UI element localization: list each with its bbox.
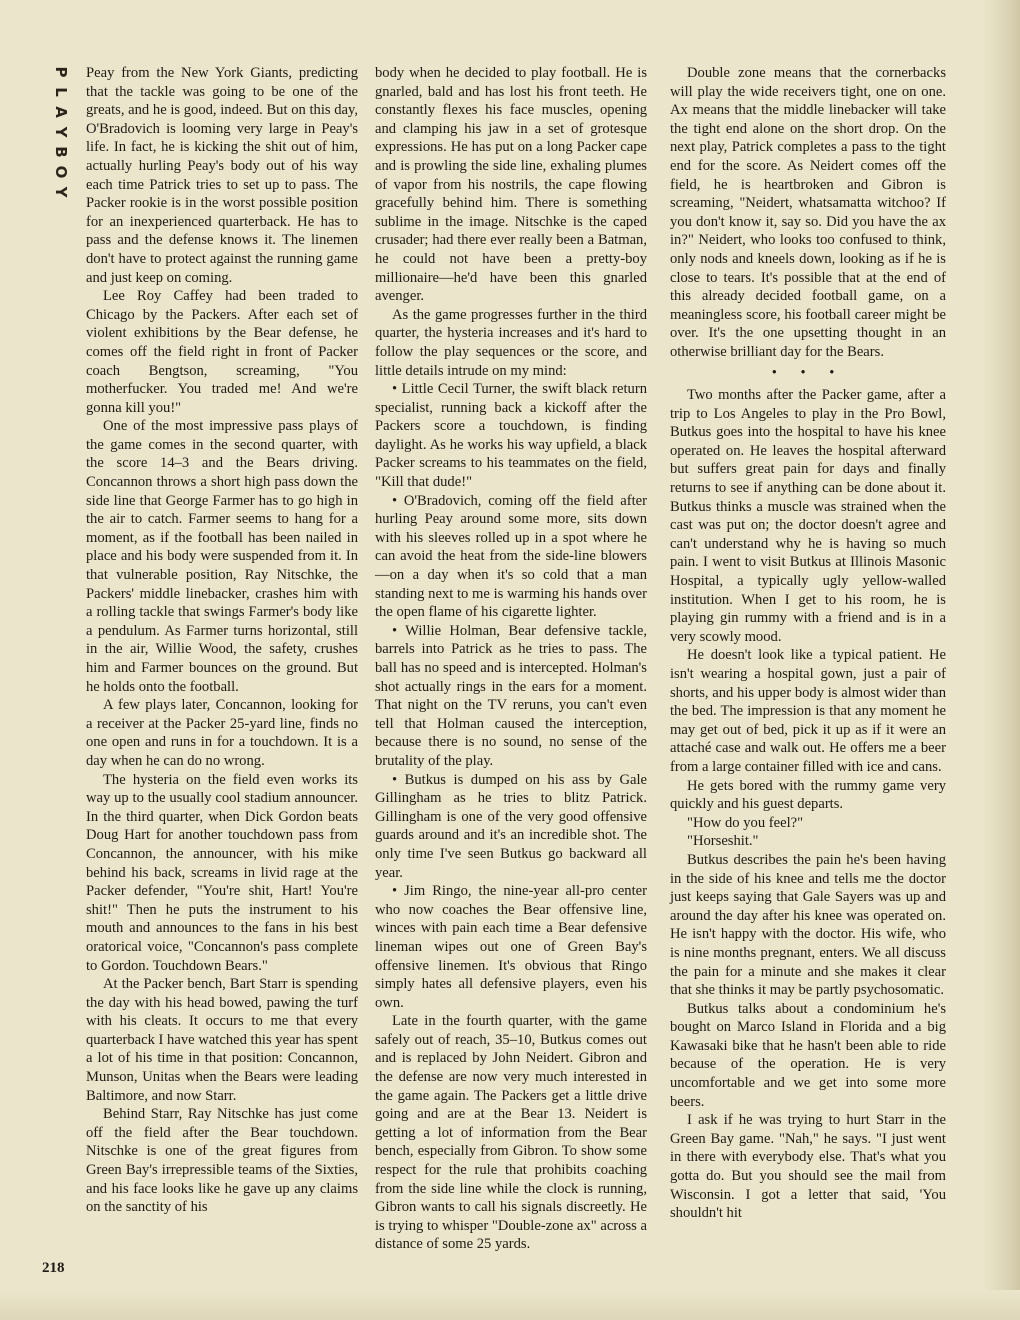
paragraph: I ask if he was trying to hurt Starr in the Green Bay game. "Nah," he says. "I just went in there with everybody else. That's what you gotta do. But you should see the mail from Wisconsin. I got a letter that said, 'You shouldn't hit <box>670 1112 946 1222</box>
paragraph: Butkus describes the pain he's been having in the side of his knee and tells me the doctor just keeps saying that Gale Sayers was up and around the day after his knee was operated on. He isn't happy with the doctor. His wife, who is nine months pregnant, enters. We all discuss the pain for a minute and she makes it clear that she thinks it may be partly psychosomatic. <box>670 851 946 999</box>
paragraph: At the Packer bench, Bart Starr is spending the day with his head bowed, pawing the turf with his cleats. It occurs to me that every quarterback I have watched this year has spent a lot of his time in that position: Concannon, Munson, Unitas when the Bears were leading Baltimore, and now Starr. <box>86 976 358 1104</box>
masthead-letter: B <box>52 146 70 158</box>
masthead-letter: L <box>52 87 70 97</box>
section-separator: • • • <box>771 364 845 381</box>
paragraph: Lee Roy Caffey had been traded to Chicago by the Packers. After each set of violent exhibitions by the Bear defense, he comes off the field right in front of Packer coach Bengtson, screaming, "You motherfucker. You traded me! And we're gonna kill you!" <box>86 288 358 416</box>
dialogue-line: "Horseshit." <box>687 833 759 850</box>
masthead-letter: O <box>52 165 70 179</box>
paragraph: Behind Starr, Ray Nitschke has just come off the field after the Bear touchdown. Nitschke is one of the great figures from Green Bay's irrepressible teams of the Sixties, and his face looks like he gave up any claims on the sanctity of his <box>86 1106 358 1216</box>
page-edge-shadow <box>982 0 1020 1320</box>
paragraph: Double zone means that the cornerbacks will play the wide receivers tight, one on one. Ax means that the middle linebacker will take the tight end alone on the short drop. On the next play, Patrick completes a pass to the tight end for the score. As Neidert comes off the field, he is heartbroken and Gibron is screaming, "Neidert, whatsamatta witchoo? If you don't know it, say so. Did you have the ax in?" Neidert, who looks too confused to think, only nods and kneels down, looking as if he is close to tears. It's possible that at the end of this already decided football game, on a meaningless score, his football career might be over. It's the one upsetting thought in an otherwise brilliant day for the Bears. <box>670 65 946 360</box>
bullet-paragraph: • O'Bradovich, coming off the field after hurling Peay around some more, sits down with his sleeves rolled up in a spot where he can avoid the heat from the side-line blowers—on a day when it's so cold that a man standing next to me is warming his hands over the open flame of his cigarette lighter. <box>375 492 647 621</box>
masthead-vertical <box>50 62 72 202</box>
bullet-paragraph: • Butkus is dumped on his ass by Gale Gillingham as he tries to blitz Patrick. Gillingham is one of the very good offensive guards around and it's an incredible shot. The only time I've seen Butkus go backward all year. <box>375 771 647 881</box>
paragraph: One of the most impressive pass plays of the game comes in the second quarter, with the score 14–3 and the Bears driving. Concannon throws a short high pass down the side line that George Farmer has to go high in the air to catch. Farmer seems to hang for a moment, as if the football has been nailed in place and his body were suspended from it. In that vulnerable position, Ray Nitschke, the Packers' middle linebacker, crashes him with a rolling tackle that swings Farmer's body like a pendulum. As Farmer turns horizontal, still in the air, Willie Wood, the safety, crushes him and Farmer bounces on the ground. But he holds onto the football. <box>86 418 358 695</box>
masthead-letter: P <box>52 66 70 78</box>
paragraph: As the game progresses further in the third quarter, the hysteria increases and it's hard to follow the play sequences or the score, and little details intrude on my mind: <box>375 306 647 379</box>
paragraph: Two months after the Packer game, after a trip to Los Angeles to play in the Pro Bowl, Butkus goes into the hospital to have his knee operated on. He leaves the hospital afterward but suffers great pain for days and finally returns to see if anything can be done about it. Butkus thinks a muscle was strained when the cast was put on; the doctor doesn't agree and can't understand why he is having so much pain. I went to visit Butkus at Illinois Masonic Hospital, a typically ugly yellow-walled institution. When I get to his room, he is playing gin rummy with a friend and is in a very scowly mood. <box>670 387 946 645</box>
paragraph: A few plays later, Concannon, looking for a receiver at the Packer 25-yard line, finds no one open and runs in for a touchdown. It is a day when he can do no wrong. <box>86 697 358 769</box>
paragraph: Peay from the New York Giants, predicting that the tackle was going to be one of the greats, and he is good, indeed. But on this day, O'Bradovich is looming very large in Peay's life. In fact, he is kicking the shit out of him, actually hurling Peay's body out of his way each time Patrick tries to set up to pass. The Packer rookie is in the worst possible position for an inexperienced quarterback. He has to pass and the defense knows it. The linemen don't have to protect against the running game and just keep on coming. <box>86 65 358 286</box>
paragraph: The hysteria on the field even works its way up to the usually cool stadium announcer. In the third quarter, when Dick Gordon beats Doug Hart for another touchdown pass from Concannon, the announcer, with his mike behind his back, screams in livid rage at the Packer defender, "You're shit, Hart! You're shit!" Then he puts the instrument to his mouth and announces to the fans in his best oratorical voice, "Concannon's pass complete to Gordon. Touchdown Bears." <box>86 771 358 974</box>
masthead-letter: Y <box>52 126 70 138</box>
column-1 <box>86 64 358 1217</box>
column-3 <box>670 64 946 1223</box>
paragraph: Late in the fourth quarter, with the game safely out of reach, 35–10, Butkus comes out and is replaced by John Neidert. Gibron and the defense are now very much interested in the game again. The Packers get a little drive going and are at the Bear 13. Neidert is getting a lot of information from the Bear bench, especially from Gibron. To show some respect for the rule that prohibits coaching from the side line while the clock is running, Gibron wants to call his signals discreetly. He is trying to whisper "Double-zone ax" across a distance of some 25 yards. <box>375 1013 647 1253</box>
masthead-letter: A <box>52 106 70 118</box>
dialogue-line: "How do you feel?" <box>687 814 804 831</box>
column-2 <box>375 64 647 1254</box>
paragraph: He doesn't look like a typical patient. He isn't wearing a hospital gown, just a pair of shorts, and his upper body is almost wider than the bed. The impression is that any moment he may get out of bed, pick it up as if it were an attaché case and walk out. He offers me a beer from a large container filled with ice and cans. <box>670 647 946 775</box>
masthead-letter: Y <box>52 186 70 198</box>
paragraph: body when he decided to play football. He is gnarled, bald and has lost his front teeth. He constantly flexes his face muscles, opening and clamping his jaw in a set of grotesque expressions. He has put on a long Packer cape and is prowling the side line, exhaling plumes of vapor from his nostrils, the cape flowing gracefully behind him. There is something sublime in the image. Nitschke is the caped crusader; had there ever really been a Batman, he could not have been a pretty-boy millionaire—he'd have been this gnarled avenger. <box>375 65 647 305</box>
paragraph: He gets bored with the rummy game very quickly and his guest departs. <box>670 777 946 813</box>
bullet-paragraph: • Jim Ringo, the nine-year all-pro center who now coaches the Bear offensive line, winces with pain each time a Bear defensive lineman wipes out one of Green Bay's offensive linemen. It's obvious that Ringo simply hates all defensive players, even his own. <box>375 883 647 1011</box>
page-bottom-edge <box>0 1290 1020 1320</box>
page-number: 218 <box>42 1260 65 1276</box>
bullet-paragraph: • Little Cecil Turner, the swift black return specialist, running back a kickoff after the Packers score a touchdown, is finding daylight. As he works his way upfield, a black Packer screams to his teammates on the field, "Kill that dude!" <box>375 381 647 491</box>
bullet-paragraph: • Willie Holman, Bear defensive tackle, barrels into Patrick as he tries to pass. The ball has no speed and is intercepted. Holman's shot actually rings in the ears for a moment. That night on the TV reruns, you can't even tell that Holman caused the interception, because there is no sound, no sense of the brutality of the play. <box>375 622 647 769</box>
paragraph: Butkus talks about a condominium he's bought on Marco Island in Florida and a big Kawasaki bike that he hasn't been able to ride because of the operation. He is very uncomfortable and we get into some more beers. <box>670 1000 946 1110</box>
